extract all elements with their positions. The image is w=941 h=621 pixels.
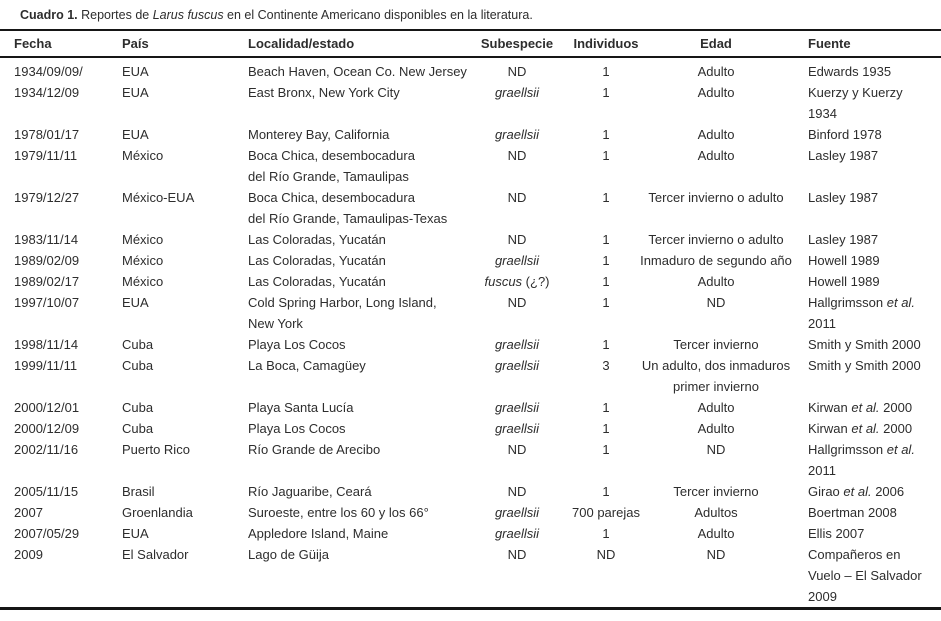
cell-line: 1934/12/09 bbox=[14, 85, 80, 100]
cell-subespecie bbox=[462, 502, 572, 523]
cell-line: 2007 bbox=[14, 505, 43, 520]
cell-line: graellsii bbox=[494, 85, 540, 100]
cell-line: ND bbox=[706, 547, 726, 562]
cell-line: ND bbox=[507, 484, 527, 499]
cell-individuos bbox=[572, 418, 640, 439]
cell-line: graellsii bbox=[494, 421, 540, 436]
cell-subespecie bbox=[462, 418, 572, 439]
cell-pais bbox=[108, 229, 233, 250]
cell-line: Un adulto, dos inmaduros bbox=[641, 358, 791, 373]
cell-line: Adultos bbox=[694, 505, 738, 520]
cell-line: 2000/12/01 bbox=[14, 400, 80, 415]
cell-line: Boca Chica, desembocadura bbox=[248, 148, 415, 163]
cell-individuos bbox=[572, 439, 640, 481]
cell-edad bbox=[640, 355, 792, 397]
cell-pais bbox=[108, 57, 233, 82]
cell-individuos bbox=[572, 124, 640, 145]
cell-line: 2005/11/15 bbox=[14, 484, 79, 499]
cell-localidad bbox=[233, 271, 462, 292]
report-table bbox=[0, 29, 941, 610]
cell-pais bbox=[108, 124, 233, 145]
cell-edad bbox=[640, 397, 792, 418]
cell-edad bbox=[640, 145, 792, 187]
cell-line: Brasil bbox=[122, 484, 155, 499]
cell-line: Appledore Island, Maine bbox=[248, 526, 389, 541]
cell-line: 1 bbox=[602, 400, 610, 415]
cell-fuente bbox=[792, 124, 941, 145]
cell-edad bbox=[640, 481, 792, 502]
cell-line: Beach Haven, Ocean Co. New Jersey bbox=[248, 64, 467, 79]
cell-localidad bbox=[233, 187, 462, 229]
cell-pais bbox=[108, 481, 233, 502]
cell-line: Suroeste, entre los 60 y los 66° bbox=[248, 505, 429, 520]
cell-fecha bbox=[0, 481, 108, 502]
cell-subespecie bbox=[462, 187, 572, 229]
header-fuente: Fuente bbox=[792, 30, 941, 57]
cell-line: ND bbox=[706, 442, 726, 457]
cell-line: Tercer invierno bbox=[673, 337, 759, 352]
cell-edad bbox=[640, 523, 792, 544]
cell-subespecie bbox=[462, 355, 572, 397]
cell-line: graellsii bbox=[494, 127, 540, 142]
cell-line: ND bbox=[507, 148, 527, 163]
cell-subespecie bbox=[462, 523, 572, 544]
cell-line: Cuba bbox=[122, 337, 154, 352]
cell-fuente bbox=[792, 82, 941, 124]
cell-line: 1 bbox=[602, 253, 610, 268]
cell-subespecie bbox=[462, 544, 572, 609]
cell-pais bbox=[108, 502, 233, 523]
cell-line: Howell 1989 bbox=[808, 274, 880, 289]
cell-line: EUA bbox=[122, 85, 149, 100]
cell-fuente bbox=[792, 292, 941, 334]
cell-line: New York bbox=[248, 316, 303, 331]
cell-individuos bbox=[572, 82, 640, 124]
cell-line: 1 bbox=[602, 85, 610, 100]
cell-pais bbox=[108, 544, 233, 609]
cell-line: 2011 bbox=[808, 316, 836, 331]
cell-line: Inmaduro de segundo año bbox=[640, 253, 792, 268]
cell-subespecie bbox=[462, 292, 572, 334]
cell-edad bbox=[640, 292, 792, 334]
cell-line: ND bbox=[706, 295, 726, 310]
cell-line: Playa Santa Lucía bbox=[248, 400, 354, 415]
cell-fuente bbox=[792, 397, 941, 418]
cell-line: 2009 bbox=[14, 547, 43, 562]
cell-fecha bbox=[0, 397, 108, 418]
table-body bbox=[0, 57, 941, 609]
caption-post: en el Continente Americano disponibles en la literatura. bbox=[223, 8, 533, 22]
cell-fuente bbox=[792, 418, 941, 439]
cell-line: 1978/01/17 bbox=[14, 127, 80, 142]
header-row bbox=[0, 30, 941, 57]
cell-fecha bbox=[0, 502, 108, 523]
cell-fecha bbox=[0, 271, 108, 292]
header-localidad: Localidad/estado bbox=[233, 30, 462, 57]
cell-localidad bbox=[233, 523, 462, 544]
cell-subespecie bbox=[462, 250, 572, 271]
cell-edad bbox=[640, 124, 792, 145]
cell-localidad bbox=[233, 439, 462, 481]
cell-line: 1979/11/11 bbox=[14, 148, 78, 163]
cell-subespecie bbox=[462, 145, 572, 187]
cell-individuos bbox=[572, 397, 640, 418]
cell-line: Adulto bbox=[697, 85, 735, 100]
cell-fecha bbox=[0, 292, 108, 334]
cell-line: Vuelo – El Salvador bbox=[808, 568, 922, 583]
cell-line: 2011 bbox=[808, 463, 836, 478]
cell-subespecie bbox=[462, 334, 572, 355]
cell-fuente bbox=[792, 502, 941, 523]
cell-line: Tercer invierno bbox=[673, 484, 759, 499]
cell-line: graellsii bbox=[494, 400, 540, 415]
cell-line: 1998/11/14 bbox=[14, 337, 79, 352]
cell-subespecie bbox=[462, 439, 572, 481]
cell-line: ND bbox=[507, 295, 527, 310]
cell-line: ND bbox=[596, 547, 616, 562]
table-row bbox=[0, 271, 941, 292]
cell-fecha bbox=[0, 334, 108, 355]
cell-line: East Bronx, New York City bbox=[248, 85, 400, 100]
cell-line: 2002/11/16 bbox=[14, 442, 79, 457]
cell-line: Binford 1978 bbox=[808, 127, 882, 142]
cell-line: Río Grande de Arecibo bbox=[248, 442, 381, 457]
cell-individuos bbox=[572, 187, 640, 229]
cell-line: ND bbox=[507, 190, 527, 205]
cell-line: Smith y Smith 2000 bbox=[808, 358, 921, 373]
cell-line: México-EUA bbox=[122, 190, 195, 205]
cell-individuos bbox=[572, 250, 640, 271]
cell-line: Lasley 1987 bbox=[808, 148, 879, 163]
table-caption bbox=[0, 0, 941, 29]
table-row bbox=[0, 57, 941, 82]
cell-line: El Salvador bbox=[122, 547, 189, 562]
cell-localidad bbox=[233, 145, 462, 187]
cell-line: 2007/05/29 bbox=[14, 526, 80, 541]
cell-localidad bbox=[233, 481, 462, 502]
cell-line: Boertman 2008 bbox=[808, 505, 897, 520]
cell-fuente bbox=[792, 145, 941, 187]
table-row bbox=[0, 439, 941, 481]
cell-line: primer invierno bbox=[673, 379, 759, 394]
cell-line: ND bbox=[507, 442, 527, 457]
cell-line: Girao et al. 2006 bbox=[808, 484, 905, 499]
table-row bbox=[0, 502, 941, 523]
cell-line: Adulto bbox=[697, 274, 735, 289]
cell-subespecie bbox=[462, 271, 572, 292]
cell-localidad bbox=[233, 544, 462, 609]
cell-line: Río Jaguaribe, Ceará bbox=[248, 484, 372, 499]
cell-individuos bbox=[572, 544, 640, 609]
cell-line: 1 bbox=[602, 526, 610, 541]
table-row bbox=[0, 292, 941, 334]
cell-individuos bbox=[572, 271, 640, 292]
header-individuos: Individuos bbox=[572, 30, 640, 57]
cell-line: EUA bbox=[122, 64, 149, 79]
cell-line: 1 bbox=[602, 484, 610, 499]
header-subespecie: Subespecie bbox=[462, 30, 572, 57]
cell-line: graellsii bbox=[494, 337, 540, 352]
cell-line: 1 bbox=[602, 232, 610, 247]
cell-line: 1 bbox=[602, 148, 610, 163]
cell-edad bbox=[640, 418, 792, 439]
cell-fuente bbox=[792, 481, 941, 502]
cell-line: graellsii bbox=[494, 358, 540, 373]
table-row bbox=[0, 229, 941, 250]
cell-line: 1983/11/14 bbox=[14, 232, 79, 247]
cell-line: Ellis 2007 bbox=[808, 526, 865, 541]
cell-line: Puerto Rico bbox=[122, 442, 190, 457]
cell-fuente bbox=[792, 229, 941, 250]
cell-pais bbox=[108, 145, 233, 187]
cell-line: Cuba bbox=[122, 358, 154, 373]
caption-label: Cuadro 1. bbox=[20, 8, 78, 22]
cell-fecha bbox=[0, 145, 108, 187]
table-row bbox=[0, 523, 941, 544]
table-row bbox=[0, 418, 941, 439]
table-row bbox=[0, 397, 941, 418]
cell-line: Adulto bbox=[697, 526, 735, 541]
cell-line: Las Coloradas, Yucatán bbox=[248, 253, 386, 268]
cell-line: Groenlandia bbox=[122, 505, 193, 520]
cell-line: ND bbox=[507, 64, 527, 79]
cell-individuos bbox=[572, 523, 640, 544]
cell-pais bbox=[108, 187, 233, 229]
cell-fuente bbox=[792, 271, 941, 292]
cell-localidad bbox=[233, 502, 462, 523]
cell-line: 1934/09/09/ bbox=[14, 64, 83, 79]
cell-fecha bbox=[0, 355, 108, 397]
cell-line: Playa Los Cocos bbox=[248, 421, 346, 436]
cell-edad bbox=[640, 544, 792, 609]
cell-subespecie bbox=[462, 82, 572, 124]
cell-line: Hallgrimsson et al. bbox=[808, 295, 915, 310]
cell-localidad bbox=[233, 82, 462, 124]
cell-fecha bbox=[0, 187, 108, 229]
cell-pais bbox=[108, 271, 233, 292]
cell-edad bbox=[640, 439, 792, 481]
cell-pais bbox=[108, 292, 233, 334]
cell-fecha bbox=[0, 439, 108, 481]
cell-line: Playa Los Cocos bbox=[248, 337, 346, 352]
cell-line: 1 bbox=[602, 442, 610, 457]
cell-subespecie bbox=[462, 397, 572, 418]
cell-edad bbox=[640, 334, 792, 355]
cell-line: Lasley 1987 bbox=[808, 232, 879, 247]
cell-line: EUA bbox=[122, 127, 149, 142]
cell-localidad bbox=[233, 229, 462, 250]
cell-line: graellsii bbox=[494, 253, 540, 268]
cell-individuos bbox=[572, 355, 640, 397]
cell-line: Monterey Bay, California bbox=[248, 127, 390, 142]
cell-line: Las Coloradas, Yucatán bbox=[248, 232, 386, 247]
cell-line: La Boca, Camagüey bbox=[248, 358, 366, 373]
table-row bbox=[0, 334, 941, 355]
cell-pais bbox=[108, 334, 233, 355]
cell-line: 1989/02/09 bbox=[14, 253, 80, 268]
cell-fuente bbox=[792, 523, 941, 544]
cell-line: Smith y Smith 2000 bbox=[808, 337, 921, 352]
cell-individuos bbox=[572, 145, 640, 187]
cell-line: 1 bbox=[602, 337, 610, 352]
cell-line: EUA bbox=[122, 526, 149, 541]
cell-line: 1997/10/07 bbox=[14, 295, 80, 310]
cell-line: Cuba bbox=[122, 421, 154, 436]
cell-fuente bbox=[792, 250, 941, 271]
cell-subespecie bbox=[462, 57, 572, 82]
table-row bbox=[0, 124, 941, 145]
cell-line: 1 bbox=[602, 421, 610, 436]
cell-line: Adulto bbox=[697, 400, 735, 415]
cell-line: del Río Grande, Tamaulipas-Texas bbox=[248, 211, 448, 226]
cell-fecha bbox=[0, 523, 108, 544]
cell-line: 1 bbox=[602, 190, 610, 205]
cell-line: México bbox=[122, 253, 164, 268]
table-row bbox=[0, 145, 941, 187]
cell-line: Kuerzy y Kuerzy bbox=[808, 85, 903, 100]
cell-subespecie bbox=[462, 124, 572, 145]
cell-line: Boca Chica, desembocadura bbox=[248, 190, 415, 205]
cell-fuente bbox=[792, 187, 941, 229]
cell-localidad bbox=[233, 334, 462, 355]
cell-line: México bbox=[122, 232, 164, 247]
cell-line: 2009 bbox=[808, 589, 837, 604]
cell-edad bbox=[640, 187, 792, 229]
cell-line: del Río Grande, Tamaulipas bbox=[248, 169, 409, 184]
cell-line: Adulto bbox=[697, 148, 735, 163]
cell-line: fuscus (¿?) bbox=[484, 274, 550, 289]
cell-line: Adulto bbox=[697, 64, 735, 79]
cell-fuente bbox=[792, 544, 941, 609]
cell-line: 1999/11/11 bbox=[14, 358, 78, 373]
cell-fuente bbox=[792, 355, 941, 397]
cell-edad bbox=[640, 271, 792, 292]
cell-localidad bbox=[233, 397, 462, 418]
cell-individuos bbox=[572, 229, 640, 250]
cell-line: Lasley 1987 bbox=[808, 190, 879, 205]
cell-line: 1979/12/27 bbox=[14, 190, 80, 205]
cell-pais bbox=[108, 418, 233, 439]
cell-line: México bbox=[122, 274, 164, 289]
cell-line: 1 bbox=[602, 274, 610, 289]
cell-line: EUA bbox=[122, 295, 149, 310]
cell-line: Adulto bbox=[697, 421, 735, 436]
cell-subespecie bbox=[462, 481, 572, 502]
cell-pais bbox=[108, 523, 233, 544]
cell-pais bbox=[108, 397, 233, 418]
cell-localidad bbox=[233, 124, 462, 145]
cell-fecha bbox=[0, 82, 108, 124]
cell-line: graellsii bbox=[494, 505, 540, 520]
cell-individuos bbox=[572, 57, 640, 82]
cell-line: 1934 bbox=[808, 106, 837, 121]
cell-edad bbox=[640, 502, 792, 523]
cell-pais bbox=[108, 250, 233, 271]
table-row bbox=[0, 82, 941, 124]
cell-edad bbox=[640, 82, 792, 124]
cell-line: 1 bbox=[602, 295, 610, 310]
cell-line: 2000/12/09 bbox=[14, 421, 80, 436]
cell-fuente bbox=[792, 334, 941, 355]
header-fecha: Fecha bbox=[0, 30, 108, 57]
table-row bbox=[0, 250, 941, 271]
cell-fuente bbox=[792, 57, 941, 82]
cell-edad bbox=[640, 229, 792, 250]
cell-line: México bbox=[122, 148, 164, 163]
cell-localidad bbox=[233, 57, 467, 82]
cell-fuente bbox=[792, 439, 941, 481]
cell-localidad bbox=[233, 292, 462, 334]
header-pais: País bbox=[108, 30, 233, 57]
cell-line: ND bbox=[507, 232, 527, 247]
cell-line: 700 parejas bbox=[572, 505, 640, 520]
table-row bbox=[0, 544, 941, 609]
cell-fecha bbox=[0, 544, 108, 609]
cell-subespecie bbox=[462, 229, 572, 250]
cell-individuos bbox=[572, 481, 640, 502]
cell-pais bbox=[108, 439, 233, 481]
cell-localidad bbox=[233, 418, 462, 439]
cell-fecha bbox=[0, 57, 108, 82]
cell-localidad bbox=[233, 250, 462, 271]
cell-individuos bbox=[572, 334, 640, 355]
cell-pais bbox=[108, 82, 233, 124]
table-row bbox=[0, 481, 941, 502]
cell-line: Edwards 1935 bbox=[808, 64, 892, 79]
cell-edad bbox=[640, 57, 792, 82]
cell-individuos bbox=[572, 292, 640, 334]
cell-edad bbox=[640, 250, 792, 271]
cell-line: Kirwan et al. 2000 bbox=[808, 400, 913, 415]
cell-line: Tercer invierno o adulto bbox=[648, 232, 784, 247]
cell-fecha bbox=[0, 229, 108, 250]
table-row bbox=[0, 187, 941, 229]
cell-line: ND bbox=[507, 547, 527, 562]
header-edad: Edad bbox=[640, 30, 792, 57]
cell-fecha bbox=[0, 250, 108, 271]
cell-line: 1989/02/17 bbox=[14, 274, 80, 289]
cell-line: 1 bbox=[602, 64, 610, 79]
caption-pre: Reportes de bbox=[77, 8, 153, 22]
cell-line: Lago de Güija bbox=[248, 547, 329, 562]
cell-fecha bbox=[0, 124, 108, 145]
cell-line: Adulto bbox=[697, 127, 735, 142]
cell-line: 1 bbox=[602, 127, 610, 142]
cell-line: Howell 1989 bbox=[808, 253, 880, 268]
cell-pais bbox=[108, 355, 233, 397]
cell-fecha bbox=[0, 418, 108, 439]
cell-individuos bbox=[572, 502, 640, 523]
cell-line: 3 bbox=[602, 358, 610, 373]
table-row bbox=[0, 355, 941, 397]
cell-line: graellsii bbox=[494, 526, 540, 541]
caption-species: Larus fuscus bbox=[152, 8, 224, 22]
cell-localidad bbox=[233, 355, 462, 397]
cell-line: Las Coloradas, Yucatán bbox=[248, 274, 386, 289]
cell-line: Hallgrimsson et al. bbox=[808, 442, 915, 457]
cell-line: Cold Spring Harbor, Long Island, bbox=[248, 295, 437, 310]
cell-line: Compañeros en bbox=[808, 547, 901, 562]
cell-line: Kirwan et al. 2000 bbox=[808, 421, 913, 436]
cell-line: Tercer invierno o adulto bbox=[648, 190, 784, 205]
cell-line: Cuba bbox=[122, 400, 154, 415]
